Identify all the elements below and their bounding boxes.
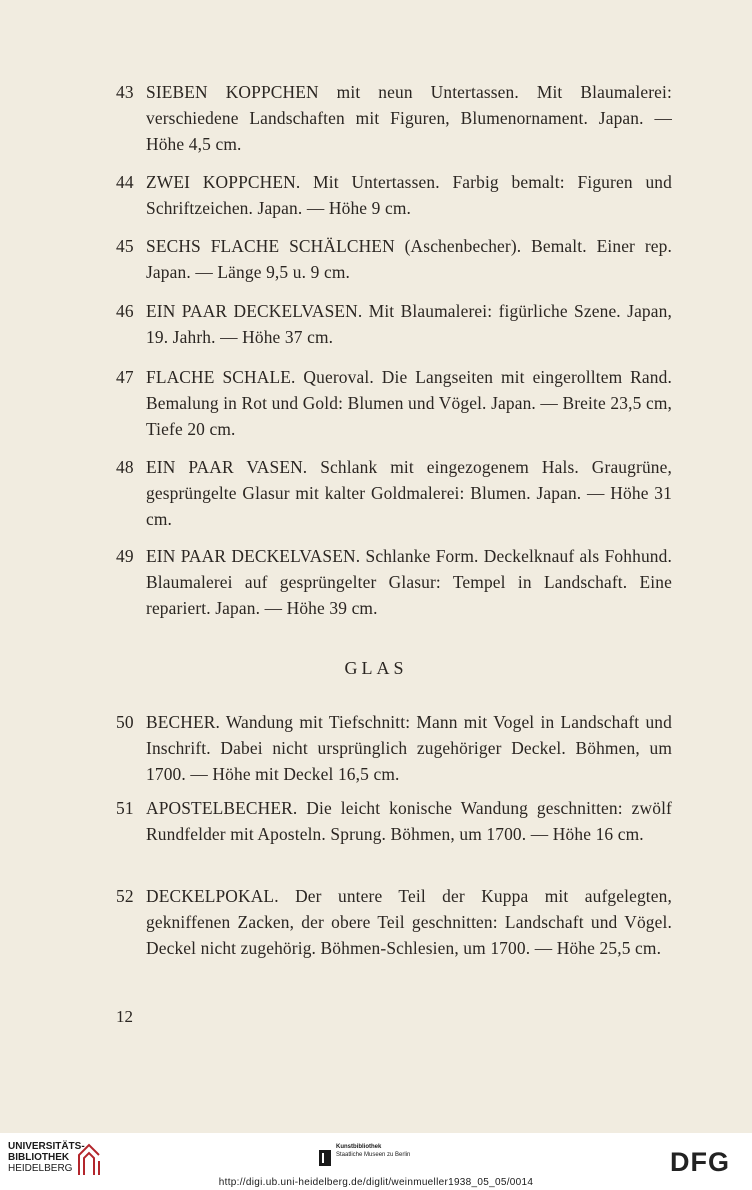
entry-number: 50 <box>116 712 134 732</box>
entry-text: EIN PAAR VASEN. Schlank mit eingezogenem Hals. Graugrüne, gesprüngelte Glasur mit kalter Goldmalerei: Blumen. Japan. — Höhe 31 cm. <box>146 457 672 529</box>
catalog-entry-46 <box>116 298 672 350</box>
kunstbibliothek-logo-icon <box>319 1150 331 1166</box>
entry-text: DECKELPOKAL. Der untere Teil der Kuppa mit aufgelegten, gekniffenen Zacken, der obere Teil geschnitten: Landschaft und Vögel. Deckel nicht zugehörig. Böhmen-Schlesien, um 1700. — Höhe 25,5 cm. <box>146 886 672 958</box>
section-heading-glas: GLAS <box>344 658 408 678</box>
entry-number: 44 <box>116 172 134 192</box>
entry-number: 46 <box>116 301 134 321</box>
page-number: 12 <box>116 1007 133 1026</box>
entry-number: 49 <box>116 546 134 566</box>
catalog-entry-48 <box>116 454 672 532</box>
entry-number: 43 <box>116 82 134 102</box>
catalog-entry-50 <box>116 709 672 787</box>
catalog-entry-47 <box>116 364 672 442</box>
catalog-entry-51 <box>116 795 672 847</box>
entry-text: SIEBEN KOPPCHEN mit neun Untertassen. Mit Blaumalerei: verschiedene Landschaften mit Figuren, Blumenornament. Japan. — Höhe 4,5 cm. <box>146 82 672 154</box>
dfg-logo[interactable]: DFG <box>670 1147 730 1177</box>
catalog-entry-43 <box>116 79 672 157</box>
entry-text: FLACHE SCHALE. Queroval. Die Langseiten mit eingerolltem Rand. Bemalung in Rot und Gold: Blumen und Vögel. Japan. — Breite 23,5 cm, Tiefe 20 cm. <box>146 367 672 439</box>
entry-text: EIN PAAR DECKELVASEN. Mit Blaumalerei: figürliche Szene. Japan, 19. Jahrh. — Höhe 37 cm. <box>146 301 672 347</box>
catalog-entry-52 <box>116 883 672 961</box>
entry-text: BECHER. Wandung mit Tiefschnitt: Mann mit Vogel in Landschaft und Inschrift. Dabei nicht ursprünglich zugehöriger Deckel. Böhmen, um 1700. — Höhe mit Deckel 16,5 cm. <box>146 712 672 784</box>
digitization-footer <box>0 1133 752 1190</box>
entry-number: 48 <box>116 457 134 477</box>
entry-number: 52 <box>116 886 134 906</box>
catalog-entry-49 <box>116 543 672 621</box>
entry-text: EIN PAAR DECKELVASEN. Schlanke Form. Deckelknauf als Fohhund. Blaumalerei auf gesprüngelter Glasur: Tempel in Landschaft. Eine repariert. Japan. — Höhe 39 cm. <box>146 546 672 618</box>
heidelberg-library-name[interactable]: UNIVERSITÄTS- BIBLIOTHEK HEIDELBERG <box>8 1141 85 1174</box>
kunstbibliothek-label: Kunstbibliothek Staatliche Museen zu Berlin <box>336 1144 411 1158</box>
source-url-link[interactable]: http://digi.ub.uni-heidelberg.de/diglit/weinmueller1938_05_05/0014 <box>218 1177 534 1188</box>
entry-number: 45 <box>116 236 134 256</box>
heidelberg-library-logo-icon <box>76 1141 102 1177</box>
entry-number: 47 <box>116 367 134 387</box>
catalog-entry-44 <box>116 169 672 221</box>
entry-number: 51 <box>116 798 134 818</box>
entry-text: SECHS FLACHE SCHÄLCHEN (Aschenbecher). Bemalt. Einer rep. Japan. — Länge 9,5 u. 9 cm. <box>146 236 672 282</box>
catalog-entry-45 <box>116 233 672 285</box>
entry-text: APOSTELBECHER. Die leicht konische Wandung geschnitten: zwölf Rundfelder mit Aposteln. Sprung. Böhmen, um 1700. — Höhe 16 cm. <box>146 798 672 844</box>
entry-text: ZWEI KOPPCHEN. Mit Untertassen. Farbig bemalt: Figuren und Schriftzeichen. Japan. — Höhe 9 cm. <box>146 172 672 218</box>
